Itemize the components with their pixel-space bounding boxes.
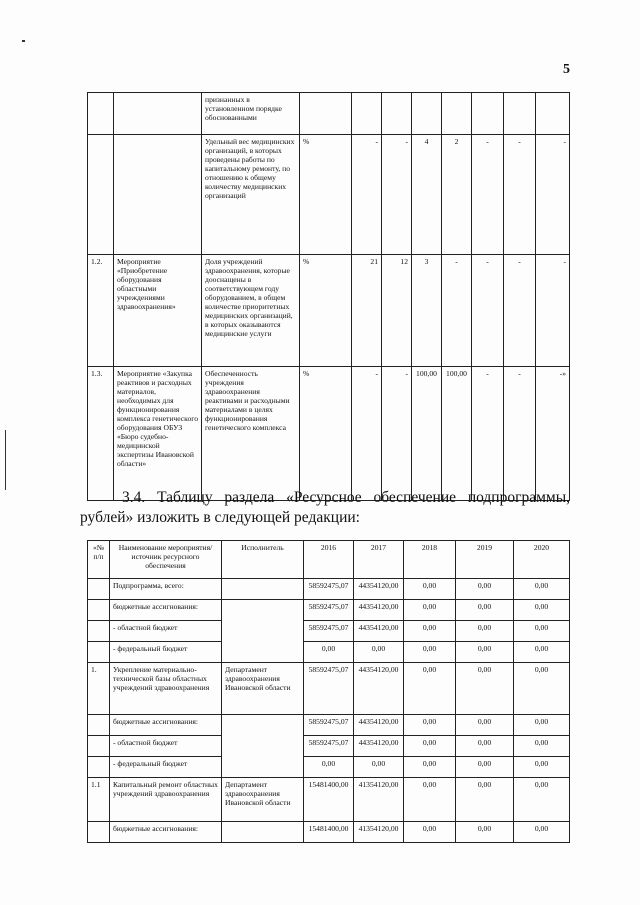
value-2020: 0,00 xyxy=(514,579,570,600)
value-2019: 0,00 xyxy=(456,663,514,715)
value-2017: 41354120,00 xyxy=(354,778,404,822)
value-2020: 0,00 xyxy=(514,778,570,822)
indicators-table xyxy=(87,92,570,501)
value-2019: 0,00 xyxy=(456,822,514,843)
value-2020: 0,00 xyxy=(514,663,570,715)
value-cell xyxy=(504,93,536,135)
table-row xyxy=(88,367,570,501)
value-cell xyxy=(472,93,504,135)
value-cell: - xyxy=(442,255,472,367)
value-cell: 12 xyxy=(382,255,412,367)
source-name: Капитальный ремонт областных учреждений здравоохранения xyxy=(110,778,222,822)
value-2017: 44354120,00 xyxy=(354,600,404,621)
row-number xyxy=(88,93,114,135)
header-2018: 2018 xyxy=(404,541,456,579)
table-row xyxy=(88,757,570,778)
table-row xyxy=(88,642,570,663)
value-2016: 0,00 xyxy=(304,642,354,663)
table-row xyxy=(88,822,570,843)
value-cell: - xyxy=(504,255,536,367)
value-2020: 0,00 xyxy=(514,757,570,778)
event-cell xyxy=(114,135,202,255)
unit-cell: % xyxy=(300,135,352,255)
event-cell: Мероприятие «Приобретение оборудования областными учреждениями здравоохранения» xyxy=(114,255,202,367)
value-2017: 0,00 xyxy=(354,757,404,778)
row-number xyxy=(88,757,110,778)
value-2017: 41354120,00 xyxy=(354,822,404,843)
value-2019: 0,00 xyxy=(456,778,514,822)
row-number: 1.2. xyxy=(88,255,114,367)
value-2020: 0,00 xyxy=(514,621,570,642)
value-2019: 0,00 xyxy=(456,757,514,778)
value-2020: 0,00 xyxy=(514,600,570,621)
source-name: - федеральный бюджет xyxy=(110,642,222,663)
value-cell: - xyxy=(472,255,504,367)
table-row xyxy=(88,715,570,736)
table-row xyxy=(88,93,570,135)
executor-cell xyxy=(222,822,304,843)
table-row xyxy=(88,778,570,822)
header-2019: 2019 xyxy=(456,541,514,579)
event-cell xyxy=(114,93,202,135)
value-cell: - xyxy=(472,367,504,501)
heading-line-1: 3.4. Таблицу раздела «Ресурсное обеспечение подпрограммы, xyxy=(122,489,570,506)
value-cell: - xyxy=(504,135,536,255)
executor-cell: Департамент здравоохранения Ивановской области xyxy=(222,663,304,715)
value-2019: 0,00 xyxy=(456,736,514,757)
value-2018: 0,00 xyxy=(404,736,456,757)
scan-mark xyxy=(22,40,25,42)
executor-cell xyxy=(222,715,304,778)
table-header-row xyxy=(88,541,570,579)
row-number xyxy=(88,621,110,642)
unit-cell: % xyxy=(300,367,352,501)
header-2020: 2020 xyxy=(514,541,570,579)
value-2019: 0,00 xyxy=(456,621,514,642)
indicator-cell: Обеспеченность учреждения здравоохранения реактивами и расходными материалами в целях функционирования генетического комплекса xyxy=(202,367,300,501)
executor-cell xyxy=(222,600,304,663)
value-2016: 58592475,07 xyxy=(304,600,354,621)
value-2018: 0,00 xyxy=(404,663,456,715)
executor-cell: Департамент здравоохранения Ивановской области xyxy=(222,778,304,822)
scan-mark xyxy=(5,430,6,490)
value-2018: 0,00 xyxy=(404,642,456,663)
row-number xyxy=(88,715,110,736)
value-cell xyxy=(442,93,472,135)
value-cell: 100,00 xyxy=(442,367,472,501)
page-number: 5 xyxy=(563,62,570,77)
value-2019: 0,00 xyxy=(456,715,514,736)
value-2019: 0,00 xyxy=(456,642,514,663)
value-cell xyxy=(352,93,382,135)
value-cell: 4 xyxy=(412,135,442,255)
value-2017: 44354120,00 xyxy=(354,663,404,715)
value-2018: 0,00 xyxy=(404,600,456,621)
value-cell xyxy=(382,93,412,135)
header-executor: Исполнитель xyxy=(222,541,304,579)
source-name: - федеральный бюджет xyxy=(110,757,222,778)
value-cell xyxy=(412,93,442,135)
indicator-cell: Доля учреждений здравоохранения, которые дооснащены в соответствующем году оборудованием, в общем количестве приоритетных медицинских организаций, в которых оказываются медицинские услуги xyxy=(202,255,300,367)
value-cell: - xyxy=(382,367,412,501)
unit-cell xyxy=(300,93,352,135)
row-number xyxy=(88,579,110,600)
value-cell: - xyxy=(352,135,382,255)
value-2017: 44354120,00 xyxy=(354,579,404,600)
source-name: - областной бюджет xyxy=(110,621,222,642)
table-row xyxy=(88,135,570,255)
row-number xyxy=(88,600,110,621)
value-2019: 0,00 xyxy=(456,600,514,621)
table-row xyxy=(88,663,570,715)
table-row xyxy=(88,736,570,757)
value-2016: 58592475,07 xyxy=(304,621,354,642)
value-cell: - xyxy=(536,255,570,367)
unit-cell: % xyxy=(300,255,352,367)
value-2016: 58592475,07 xyxy=(304,579,354,600)
heading-line-2: рублей» изложить в следующей редакции: xyxy=(80,509,360,526)
value-cell: 100,00 xyxy=(412,367,442,501)
row-number: 1.3. xyxy=(88,367,114,501)
value-2017: 0,00 xyxy=(354,642,404,663)
value-2016: 0,00 xyxy=(304,757,354,778)
value-2020: 0,00 xyxy=(514,642,570,663)
header-name: Наименование мероприятия/источник ресурсного обеспечения xyxy=(110,541,222,579)
row-number xyxy=(88,135,114,255)
value-2018: 0,00 xyxy=(404,757,456,778)
value-2017: 44354120,00 xyxy=(354,736,404,757)
value-2018: 0,00 xyxy=(404,822,456,843)
value-2019: 0,00 xyxy=(456,579,514,600)
value-cell xyxy=(536,93,570,135)
event-cell: Мероприятие «Закупка реактивов и расходных материалов, необходимых для функционирования комплекса генетического оборудования ОБУЗ «Бюро судебно-медицинской экспертизы Ивановской области» xyxy=(114,367,202,501)
header-2016: 2016 xyxy=(304,541,354,579)
table-row xyxy=(88,579,570,600)
value-2018: 0,00 xyxy=(404,621,456,642)
row-number xyxy=(88,822,110,843)
value-cell: - xyxy=(472,135,504,255)
value-2016: 58592475,07 xyxy=(304,736,354,757)
row-number xyxy=(88,736,110,757)
header-2017: 2017 xyxy=(354,541,404,579)
value-cell: - xyxy=(504,367,536,501)
value-2016: 58592475,07 xyxy=(304,663,354,715)
value-2018: 0,00 xyxy=(404,778,456,822)
value-2020: 0,00 xyxy=(514,736,570,757)
executor-cell xyxy=(222,579,304,600)
source-name: Подпрограмма, всего: xyxy=(110,579,222,600)
source-name: бюджетные ассигнования: xyxy=(110,715,222,736)
table-row xyxy=(88,255,570,367)
source-name: Укрепление материально-технической базы областных учреждений здравоохранения xyxy=(110,663,222,715)
value-2016: 15481400,00 xyxy=(304,778,354,822)
source-name: бюджетные ассигнования: xyxy=(110,600,222,621)
value-2020: 0,00 xyxy=(514,822,570,843)
value-cell: - xyxy=(382,135,412,255)
header-num: «№ п/п xyxy=(88,541,110,579)
row-number xyxy=(88,642,110,663)
value-2017: 44354120,00 xyxy=(354,715,404,736)
source-name: бюджетные ассигнования: xyxy=(110,822,222,843)
row-number: 1.1 xyxy=(88,778,110,822)
value-cell: 2 xyxy=(442,135,472,255)
value-2018: 0,00 xyxy=(404,715,456,736)
value-2017: 44354120,00 xyxy=(354,621,404,642)
value-cell: 21 xyxy=(352,255,382,367)
value-cell: -» xyxy=(536,367,570,501)
indicator-cell: признанных в установленном порядке обоснованными xyxy=(202,93,300,135)
table-row xyxy=(88,621,570,642)
section-heading xyxy=(80,488,570,528)
value-cell: - xyxy=(536,135,570,255)
indicator-cell: Удельный вес медицинских организаций, в которых проведены работы по капитальному ремонту, по отношению к общему количеству медицинских организаций xyxy=(202,135,300,255)
value-2016: 58592475,07 xyxy=(304,715,354,736)
table-row xyxy=(88,600,570,621)
value-cell: 3 xyxy=(412,255,442,367)
source-name: - областной бюджет xyxy=(110,736,222,757)
value-2018: 0,00 xyxy=(404,579,456,600)
value-2020: 0,00 xyxy=(514,715,570,736)
value-cell: - xyxy=(352,367,382,501)
resource-table xyxy=(87,540,570,843)
row-number: 1. xyxy=(88,663,110,715)
value-2016: 15481400,00 xyxy=(304,822,354,843)
